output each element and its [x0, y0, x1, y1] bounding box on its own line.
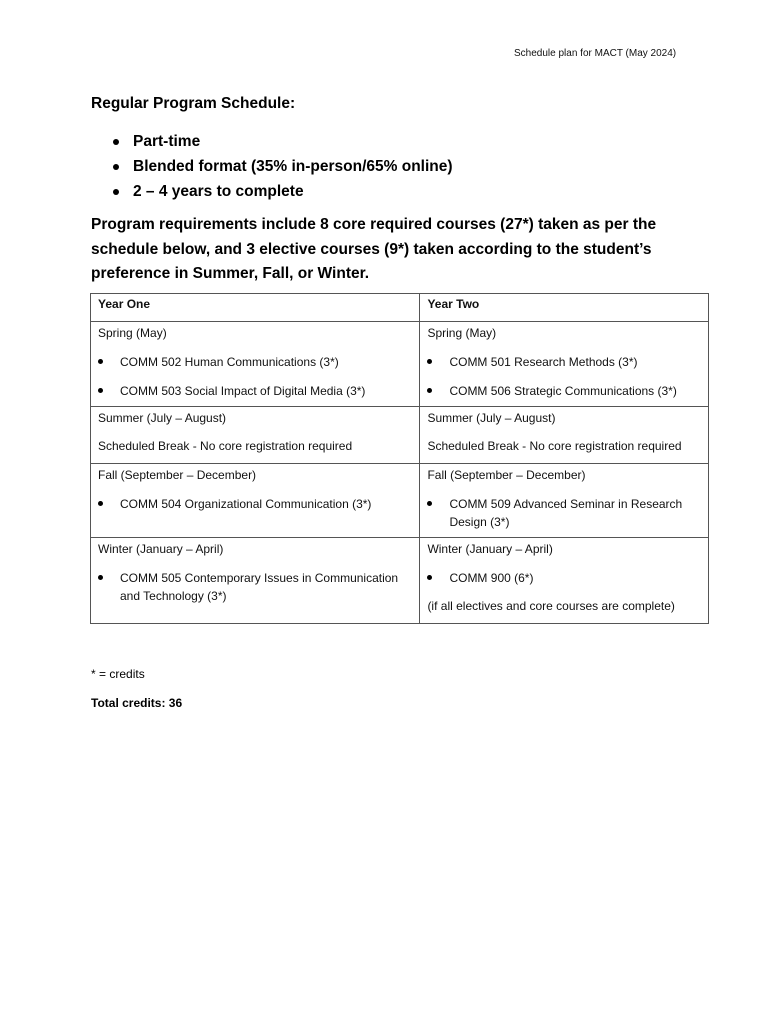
cell-y1-winter	[91, 538, 420, 624]
column-header-year-one: Year One	[91, 294, 420, 322]
page-header: Schedule plan for MACT (May 2024)	[514, 48, 677, 59]
course-item: COMM 503 Social Impact of Digital Media (3*)	[98, 382, 413, 400]
table-row-winter	[91, 538, 709, 624]
break-note: Scheduled Break - No core registration required	[427, 439, 682, 453]
table-row-summer	[91, 407, 709, 464]
feature-item: Blended format (35% in-person/65% online)	[110, 154, 453, 179]
cell-y2-spring	[420, 322, 709, 407]
season-label: Winter (January – April)	[427, 542, 553, 556]
cell-y1-fall	[91, 464, 420, 538]
bullet-icon	[427, 575, 432, 580]
requirements-paragraph: Program requirements include 8 core required courses (27*) taken as per the schedule below, and 3 elective courses (9*) taken according to the student’s preference in Summer, Fall, or Winter.	[91, 216, 657, 282]
cell-y1-summer	[91, 407, 420, 464]
season-label: Fall (September – December)	[98, 468, 257, 482]
bullet-icon	[113, 164, 119, 170]
cell-y2-fall	[420, 464, 709, 538]
table-row-spring	[91, 322, 709, 407]
bullet-icon	[113, 139, 119, 145]
season-label: Winter (January – April)	[98, 542, 224, 556]
season-label: Summer (July – August)	[98, 411, 227, 425]
feature-item: 2 – 4 years to complete	[110, 179, 453, 204]
bullet-icon	[98, 388, 103, 393]
section-title: Regular Program Schedule:	[91, 95, 296, 112]
total-credits: Total credits: 36	[91, 696, 183, 710]
credits-footnote: * = credits	[91, 667, 145, 681]
course-item: COMM 501 Research Methods (3*)	[427, 353, 702, 371]
break-note: Scheduled Break - No core registration required	[98, 439, 353, 453]
bullet-icon	[427, 388, 432, 393]
bullet-icon	[98, 359, 103, 364]
course-item: COMM 900 (6*)	[427, 569, 702, 587]
schedule-table	[90, 293, 709, 624]
bullet-icon	[98, 501, 103, 506]
bullet-icon	[98, 575, 103, 580]
season-label: Spring (May)	[427, 326, 497, 340]
bullet-icon	[427, 501, 432, 506]
table-row-fall	[91, 464, 709, 538]
course-item: COMM 502 Human Communications (3*)	[98, 353, 413, 371]
course-item: COMM 509 Advanced Seminar in Research Design (3*)	[427, 495, 702, 531]
cell-y2-summer	[420, 407, 709, 464]
course-item: COMM 505 Contemporary Issues in Communication and Technology (3*)	[98, 569, 413, 605]
program-features-list	[110, 129, 453, 204]
season-label: Summer (July – August)	[427, 411, 556, 425]
season-label: Spring (May)	[98, 326, 167, 340]
column-header-year-two: Year Two	[420, 294, 709, 322]
bullet-icon	[113, 189, 119, 195]
feature-item: Part-time	[110, 129, 453, 154]
bullet-icon	[427, 359, 432, 364]
course-item: COMM 506 Strategic Communications (3*)	[427, 382, 702, 400]
table-header-row	[91, 294, 709, 322]
course-item: COMM 504 Organizational Communication (3*)	[98, 495, 413, 513]
cell-y1-spring	[91, 322, 420, 407]
completion-note: (if all electives and core courses are complete)	[427, 599, 675, 613]
cell-y2-winter	[420, 538, 709, 624]
season-label: Fall (September – December)	[427, 468, 586, 482]
